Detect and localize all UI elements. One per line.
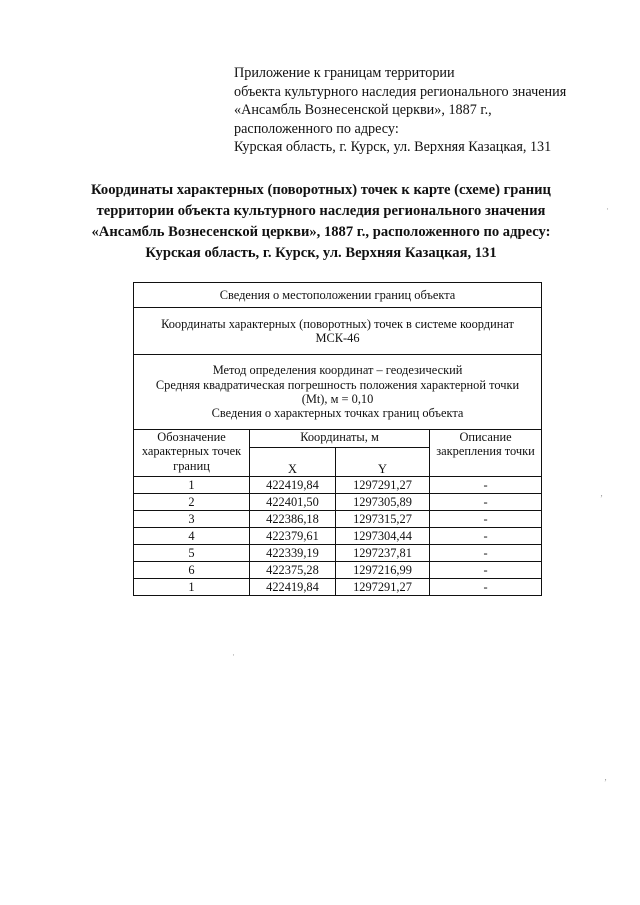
section-text-line: Средняя квадратическая погрешность положения характерной точки	[155, 377, 520, 392]
appendix-line: расположенного по адресу:	[234, 120, 399, 137]
cell-y: 1297291,27	[336, 477, 430, 494]
appendix-note	[234, 64, 614, 157]
cell-y: 1297216,99	[336, 562, 430, 579]
cell-description: -	[430, 494, 542, 511]
section-text-line: (Mt), м = 0,10	[301, 392, 374, 406]
table-row	[134, 579, 542, 596]
section-text-line: Координаты характерных (поворотных) точек в системе координат	[161, 316, 514, 331]
cell-point: 6	[134, 562, 250, 579]
cell-y: 1297305,89	[336, 494, 430, 511]
header-x: X	[250, 448, 336, 477]
table-row	[134, 494, 542, 511]
title-line: территории объекта культурного наследия регионального значения	[96, 203, 546, 219]
cell-point: 1	[134, 477, 250, 494]
appendix-line: «Ансамбль Вознесенской церкви», 1887 г.,	[234, 102, 492, 119]
cell-description: -	[430, 562, 542, 579]
cell-x: 422379,61	[250, 528, 336, 545]
cell-point: 4	[134, 528, 250, 545]
appendix-line: Курская область, г. Курск, ул. Верхняя Казацкая, 131	[234, 139, 552, 156]
scan-speck: ‚	[600, 488, 603, 498]
cell-point: 1	[134, 579, 250, 596]
table-row	[134, 528, 542, 545]
table-row	[134, 477, 542, 494]
cell-point: 3	[134, 511, 250, 528]
appendix-line: объекта культурного наследия регионального значения	[234, 83, 567, 100]
cell-y: 1297315,27	[336, 511, 430, 528]
cell-x: 422339,19	[250, 545, 336, 562]
table-row	[134, 562, 542, 579]
cell-y: 1297237,81	[336, 545, 430, 562]
section-text-line: МСК-46	[315, 331, 360, 345]
title-line: «Ансамбль Вознесенской церкви», 1887 г., расположенного по адресу:	[91, 224, 551, 240]
cell-description: -	[430, 579, 542, 596]
header-y: Y	[336, 448, 430, 477]
cell-point: 2	[134, 494, 250, 511]
scan-speck: ·	[232, 650, 235, 660]
cell-description: -	[430, 528, 542, 545]
table-row	[134, 511, 542, 528]
title-line: Курская область, г. Курск, ул. Верхняя Казацкая, 131	[145, 245, 497, 261]
cell-description: -	[430, 545, 542, 562]
section-method	[134, 355, 542, 430]
scan-speck: ‚	[604, 772, 607, 782]
section-text-line: Метод определения координат – геодезический	[212, 363, 463, 378]
cell-y: 1297304,44	[336, 528, 430, 545]
cell-x: 422375,28	[250, 562, 336, 579]
document-title	[40, 180, 602, 264]
appendix-line: Приложение к границам территории	[234, 65, 455, 81]
title-line: Координаты характерных (поворотных) точек к карте (схеме) границ	[91, 182, 551, 198]
cell-x: 422419,84	[250, 579, 336, 596]
cell-y: 1297291,27	[336, 579, 430, 596]
header-point-name: Обозначение характерных точек границ	[134, 430, 250, 477]
table-row	[134, 545, 542, 562]
cell-x: 422419,84	[250, 477, 336, 494]
cell-x: 422401,50	[250, 494, 336, 511]
section-coordinate-system	[134, 308, 542, 355]
cell-x: 422386,18	[250, 511, 336, 528]
scan-speck: ·	[606, 204, 609, 214]
section-text-line: Сведения о характерных точках границ объекта	[211, 406, 464, 421]
header-coordinates: Координаты, м	[250, 430, 430, 448]
cell-description: -	[430, 511, 542, 528]
coordinates-table	[133, 282, 542, 596]
cell-description: -	[430, 477, 542, 494]
header-description: Описание закрепления точки	[430, 430, 542, 477]
cell-point: 5	[134, 545, 250, 562]
section-location-info: Сведения о местоположении границ объекта	[134, 283, 542, 308]
